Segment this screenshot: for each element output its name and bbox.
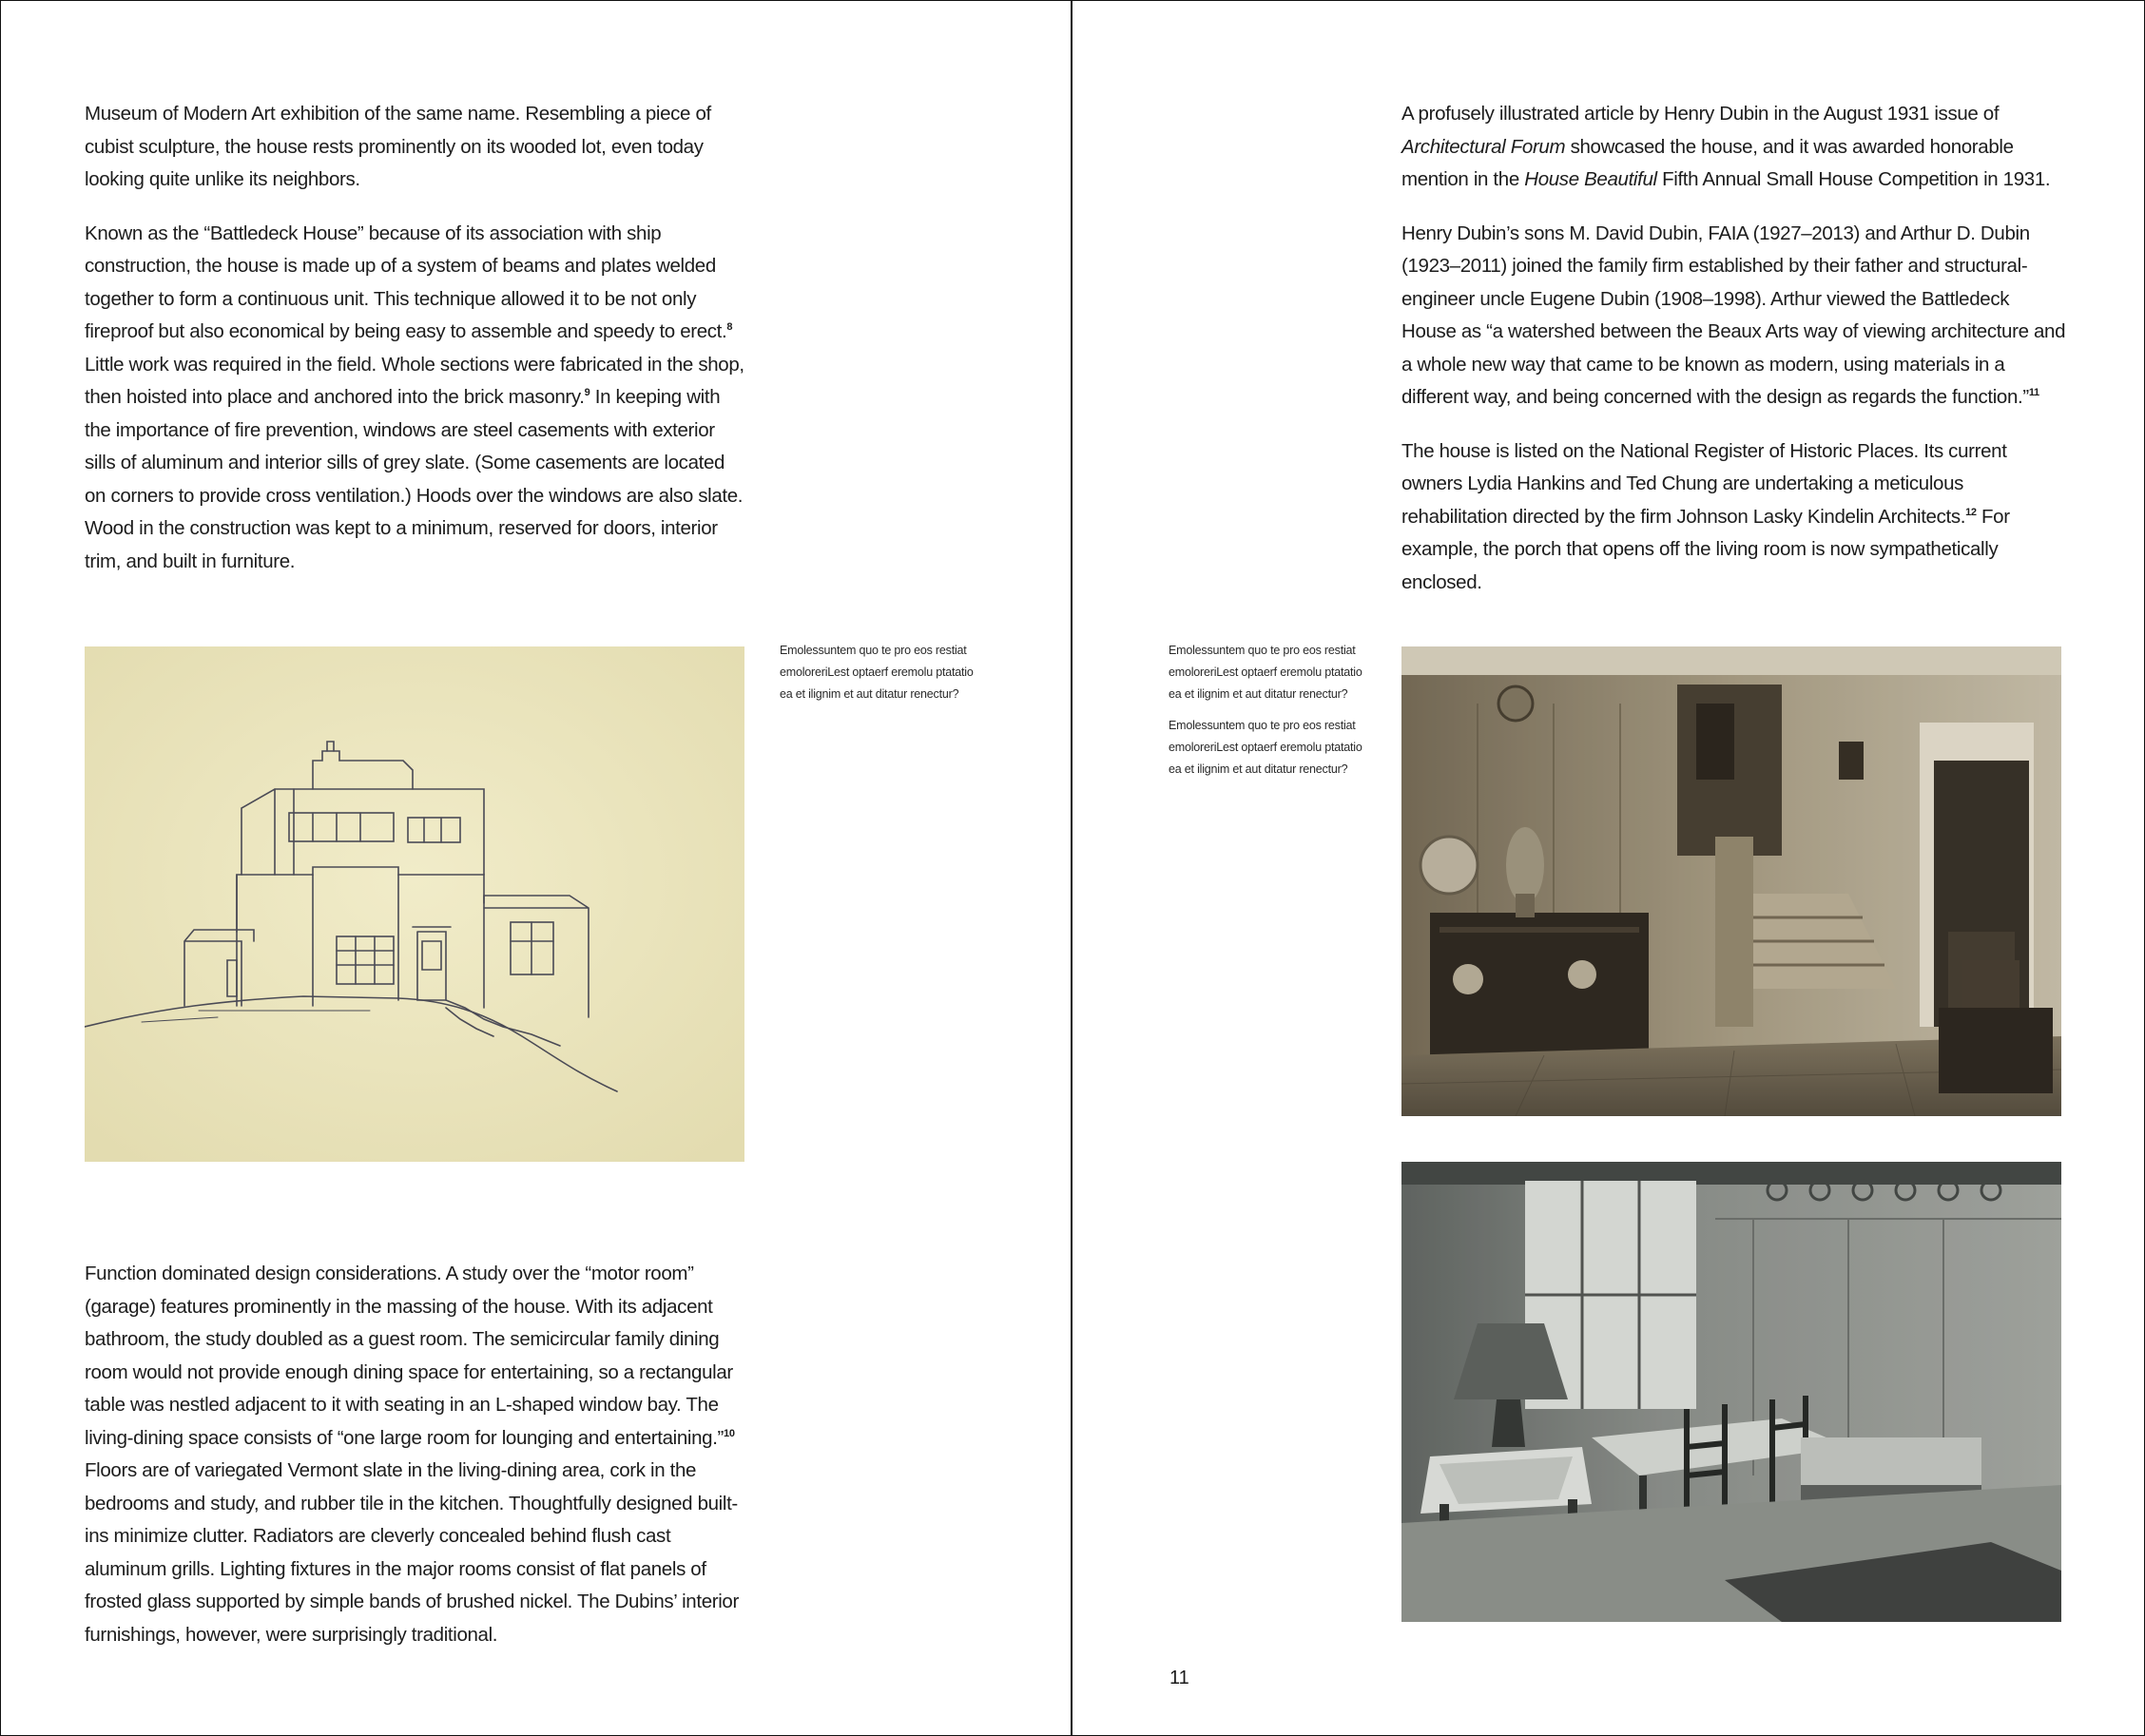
left-paragraph-3: Function dominated design considerations. A study over the “motor room” (garage) features prominently in the massing of the house. With its adjacent bathroom, the study doubled as a guest room. The semicircular family dining room would not provide enough dining space for entertaining, so a rectangular table was nestled adjacent to it with seating in an L-shaped window bay. The living-dining space consists of “one large room for lounging and entertaining.”$^{10}$ Floors are of variegated Vermont slate in the living-dining area, cork in the bedrooms and study, and rubber tile in the kitchen. Thoughtfully designed built-ins minimize clutter. Radiators are cleverly concealed behind flush cast aluminum grills. Lighting fixtures in the major rooms consist of flat panels of frosted glass supported by simple bands of brushed nickel. The Dubins’ interior furnishings, however, were surprisingly traditional. — [85, 1263, 739, 1646]
right-caption-text-1: Emolessuntem quo te pro eos restiat emoloreriLest optaerf eremolu ptatatio ea et ilignim et aut ditatur renectur? — [1169, 644, 1362, 701]
page-gutter — [1071, 0, 1072, 1736]
left-text-block-bottom — [85, 1258, 750, 1672]
house-sketch-image — [85, 646, 744, 1162]
right-paragraph-3: The house is listed on the National Register of Historic Places. Its current owners Lydia Hankins and Ted Chung are undertaking a meticulous rehabilitation directed by the firm Johnson Lasky Kindelin Architects.$^{12}$ For example, the porch that opens off the living room is now sympathetically enclosed. — [1401, 439, 2010, 593]
interior-photo-dining — [1401, 1162, 2061, 1622]
dining-photo-render — [1401, 1162, 2061, 1622]
right-figure-captions — [1169, 640, 1368, 790]
left-paragraph-1: Museum of Modern Art exhibition of the same name. Resembling a piece of cubist sculpture, the house rests prominently on its wooded lot, even today looking quite unlike its neighbors. — [85, 103, 711, 190]
footnote-marker: 9 — [584, 387, 590, 398]
left-caption-text: Emolessuntem quo te pro eos restiat emoloreriLest optaerf eremolu ptatatio ea et ilignim et aut ditatur renectur? — [780, 644, 974, 701]
right-paragraph-1: A profusely illustrated article by Henry Dubin in the August 1931 issue of Architectural Forum showcased the house, and it was awarded honorable mention in the House Beautiful Fifth Annual Small House Competition in 1931. — [1401, 103, 2051, 190]
interior-photo-hallway — [1401, 646, 2061, 1116]
footnote-marker: 8 — [726, 321, 733, 333]
right-paragraph-2: Henry Dubin’s sons M. David Dubin, FAIA (1927–2013) and Arthur D. Dubin (1923–2011) joined the family firm established by their father and structural-engineer uncle Eugene Dubin (1908–1998). Arthur viewed the Battledeck House as “a watershed between the Beaux Arts way of viewing architecture and a whole new way that came to be known as modern, using materials in a different way, and being concerned with the design as regards the function.”$^{11}$ — [1401, 222, 2066, 408]
right-caption-text-2: Emolessuntem quo te pro eos restiat emoloreriLest optaerf eremolu ptatatio ea et ilignim et aut ditatur renectur? — [1169, 719, 1362, 776]
left-figure-caption — [780, 640, 979, 715]
footnote-marker: 10 — [724, 1427, 735, 1439]
hallway-photo-render — [1401, 646, 2061, 1116]
house-sketch-drawing — [85, 646, 744, 1162]
left-paragraph-2: Known as the “Battledeck House” because of its association with ship construction, the house is made up of a system of beams and plates welded together to form a continuous unit. This technique allowed it to be not only fireproof but also economical by being easy to assemble and speedy to erect.$^8$ Little work was required in the field. Whole sections were fabricated in the shop, then hoisted into place and anchored into the brick masonry.$^9$ In keeping with the importance of fire prevention, windows are steel casements with exterior sills of aluminum and interior sills of grey slate. (Some casements are located on corners to provide cross ventilation.) Hoods over the windows are also slate. Wood in the construction was kept to a minimum, reserved for doors, interior trim, and built in furniture. — [85, 222, 744, 572]
left-text-block-top — [85, 98, 750, 599]
page-number: 11 — [1169, 1668, 1189, 1688]
footnote-marker: 11 — [2028, 387, 2039, 398]
right-text-block — [1401, 98, 2067, 620]
footnote-marker: 12 — [1965, 506, 1977, 518]
